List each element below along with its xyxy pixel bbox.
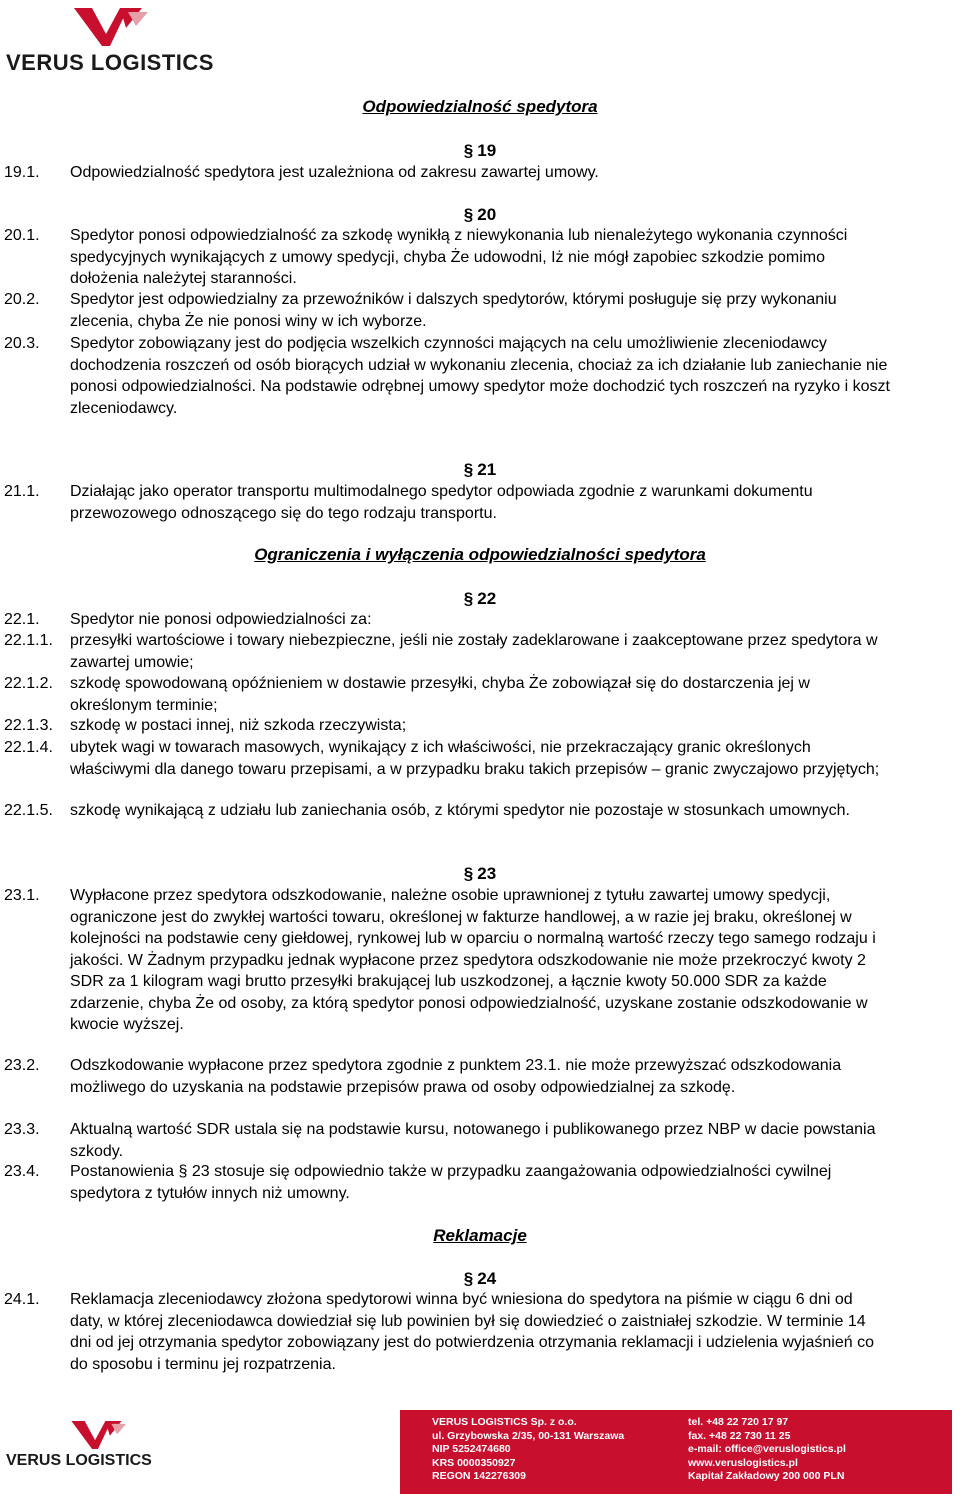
company-krs: KRS 0000350927 [432, 1456, 516, 1469]
item-number: 22.1.5. [4, 802, 53, 819]
section-number: 20 [477, 205, 497, 224]
verus-logo-mark [68, 1418, 128, 1452]
item-number: 23.2. [4, 1057, 40, 1074]
logo-text: VERUS LOGISTICS [6, 50, 214, 75]
item-number: 23.1. [4, 887, 40, 904]
section-23 [0, 864, 960, 884]
heading-complaints: Reklamacje [433, 1226, 527, 1245]
item-text: szkodę spowodowaną opóźnieniem w dostawie przesyłki, chyba Że zobowiązał się do dostarczenia jej w określonym terminie; [70, 675, 810, 714]
item-text: Spedytor nie ponosi odpowiedzialności za: [70, 611, 372, 628]
section-number: 19 [477, 141, 497, 160]
item-number: 23.4. [4, 1163, 40, 1180]
item-number: 20.2. [4, 291, 40, 308]
item-number: 22.1. [4, 611, 40, 628]
section-symbol: § [463, 205, 474, 224]
item-number: 19.1. [4, 164, 40, 181]
section-22 [0, 589, 960, 609]
item-text: Aktualną wartość SDR ustala się na podstawie kursu, notowanego i publikowanego przez NBP w dacie powstania szkody. [70, 1121, 876, 1160]
contact-email[interactable]: e-mail: office@veruslogistics.pl [688, 1443, 846, 1455]
item-number: 20.1. [4, 227, 40, 244]
item-text: Odpowiedzialność spedytora jest uzależniona od zakresu zawartej umowy. [70, 164, 599, 181]
item-number: 20.3. [4, 335, 40, 352]
section-19 [0, 141, 960, 161]
section-20 [0, 205, 960, 225]
item-text: Wypłacone przez spedytora odszkodowanie, należne osobie uprawnionej z tytułu zawartej umowy spedycji, ograniczone jest do zwykłej wartości towaru, określonej w fakturze handlowej, a w razie jej braku, określonej w kolejności na podstawie ceny giełdowej, rynkowej lub w oparciu o normalną wartość rzeczy tego samego rodzaju i jakości. W Żadnym przypadku jednak wypłacone przez spedytora odszkodowanie nie może przekroczyć kwoty 2 SDR za 1 kilogram wagi brutto przesyłki brakującej lub uszkodzonej, a łącznie kwoty 50.000 SDR za każde zdarzenie, chyba Że od osoby, za którą spedytor ponosi odpowiedzialność, uzyskane zostanie odszkodowanie w kwocie wyższej. [70, 887, 876, 1033]
section-symbol: § [463, 864, 474, 883]
section-number: 22 [477, 589, 497, 608]
section-number: 21 [477, 460, 497, 479]
item-text: Spedytor jest odpowiedzialny za przewoźników i dalszych spedytorów, którymi posługuje się przy wykonaniu zlecenia, chyba Że nie ponosi winy w ich wyborze. [70, 291, 837, 330]
item-text: Odszkodowanie wypłacone przez spedytora zgodnie z punktem 23.1. nie może przewyższać odszkodowania możliwego do uzyskania na podstawie przepisów prawa od osoby odpowiedzialnej za szkodę. [70, 1057, 842, 1096]
contact-website[interactable]: www.veruslogistics.pl [688, 1456, 798, 1469]
item-number: 24.1. [4, 1291, 40, 1308]
contact-fax: fax. +48 22 730 11 25 [688, 1429, 791, 1442]
section-21 [0, 460, 960, 480]
item-text: ubytek wagi w towarach masowych, wynikający z ich właściwości, nie przekraczający granic określonych właściwymi dla danego towaru przepisami, a w przypadku braku takich przepisów – granic zwyczajowo przyjętych; [70, 739, 880, 778]
item-text: Postanowienia § 23 stosuje się odpowiednio także w przypadku zaangażowania odpowiedzialności cywilnej spedytora z tytułów innych niż umowny. [70, 1163, 832, 1202]
section-number: 23 [477, 864, 497, 883]
item-text: Spedytor ponosi odpowiedzialność za szkodę wynikłą z niewykonania lub nienależytego wykonania czynności spedycyjnych wynikających z umowy spedycji, chyba Że udowodni, Iż nie mógł zapobiec szkodzie pomimo dołożenia należytej staranności. [70, 227, 848, 287]
heading-liability: Odpowiedzialność spedytora [362, 97, 598, 116]
footer-contact-info [688, 1416, 846, 1484]
company-nip: NIP 5252474680 [432, 1443, 511, 1455]
item-number: 22.1.1. [4, 632, 53, 649]
company-logo [6, 4, 216, 74]
section-24 [0, 1269, 960, 1289]
footer-company-info [432, 1416, 624, 1484]
section-symbol: § [463, 589, 474, 608]
share-capital: Kapitał Zakładowy 200 000 PLN [688, 1470, 845, 1482]
verus-logo-mark [70, 4, 150, 50]
footer-logo [6, 1418, 246, 1478]
section-symbol: § [463, 141, 474, 160]
item-text: szkodę wynikającą z udziału lub zaniechania osób, z którymi spedytor nie pozostaje w stosunkach umownych. [70, 802, 850, 819]
company-address: ul. Grzybowska 2/35, 00-131 Warszawa [432, 1429, 625, 1442]
item-number: 21.1. [4, 483, 40, 500]
company-name: VERUS LOGISTICS Sp. z o.o. [432, 1416, 577, 1428]
section-symbol: § [463, 1269, 474, 1288]
item-text: przesyłki wartościowe i towary niebezpieczne, jeśli nie zostały zadeklarowane i zaakceptowane przez spedytora w zawartej umowie; [70, 632, 878, 671]
contact-phone: tel. +48 22 720 17 97 [688, 1416, 789, 1428]
page-footer [0, 1404, 960, 1500]
item-number: 22.1.3. [4, 717, 53, 734]
item-number: 23.3. [4, 1121, 40, 1138]
item-text: Spedytor zobowiązany jest do podjęcia wszelkich czynności mających na celu umożliwienie zleceniodawcy dochodzenia roszczeń od osób biorących udział w wykonaniu zlecenia, chociaż za ich działanie lub zaniechanie nie ponosi odpowiedzialności. Na podstawie odrębnej umowy spedytor może dochodzić tych roszczeń na ryzyko i koszt zleceniodawcy. [70, 335, 890, 417]
company-regon: REGON 142276309 [432, 1470, 526, 1482]
item-text: Reklamacja zleceniodawcy złożona spedytorowi winna być wniesiona do spedytora na piśmie w ciągu 6 dni od daty, w której zleceniodawca dowiedział się lub powinien był się dowiedzieć o zaistniałej szkodzie. W terminie 14 dni od jej otrzymania spedytor zobowiązany jest do potwierdzenia otrzymania reklamacji i udzielenia wyjaśnień co do sposobu i terminu jej rozpatrzenia. [70, 1291, 874, 1373]
item-number: 22.1.4. [4, 739, 53, 756]
section-number: 24 [477, 1269, 497, 1288]
heading-limitations: Ograniczenia i wyłączenia odpowiedzialności spedytora [254, 545, 706, 564]
item-number: 22.1.2. [4, 675, 53, 692]
footer-logo-text: VERUS LOGISTICS [6, 1452, 152, 1469]
section-symbol: § [463, 460, 474, 479]
item-text: szkodę w postaci innej, niż szkoda rzeczywista; [70, 717, 407, 734]
item-text: Działając jako operator transportu multimodalnego spedytor odpowiada zgodnie z warunkami dokumentu przewozowego odnoszącego się do tego rodzaju transportu. [70, 483, 813, 522]
